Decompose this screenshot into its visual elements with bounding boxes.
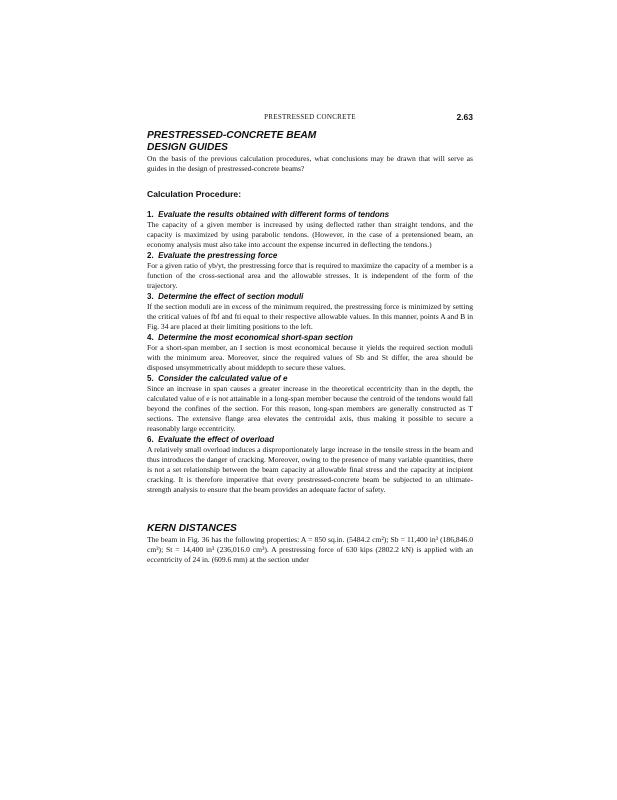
section-title	[147, 130, 473, 154]
step-text: For a short-span member, an I section is most economical because it yields the required section moduli with the minimum area. Moreover, since the required values of Sb and St differ, the area should be disposed unsymmetrically about middepth to secure these values.	[147, 343, 473, 372]
step-title: Determine the effect of section moduli	[158, 292, 304, 301]
step-title: Evaluate the results obtained with different forms of tendons	[158, 210, 390, 219]
step-text: If the section moduli are in excess of the minimum required, the prestressing force is minimized by setting the critical values of fbf and fti equal to their respective allowable values. In this manner, points A and B in Fig. 34 are placed at their limiting positions to the left.	[147, 302, 473, 331]
kern-distances-title: KERN DISTANCES	[147, 523, 237, 534]
step-6	[147, 435, 473, 495]
step-4	[147, 333, 473, 373]
section-title-line1: PRESTRESSED-CONCRETE BEAM	[147, 130, 317, 141]
step-heading	[147, 210, 473, 220]
step-heading	[147, 251, 473, 261]
step-title: Evaluate the prestressing force	[158, 251, 278, 260]
page-number: 2.63	[456, 112, 473, 122]
running-title: PRESTRESSED CONCRETE	[264, 113, 356, 121]
calculation-procedure-label: Calculation Procedure:	[147, 189, 242, 199]
step-list	[147, 210, 473, 495]
step-number: 1.	[147, 210, 154, 219]
step-heading	[147, 435, 473, 445]
running-header	[147, 113, 473, 127]
step-1	[147, 210, 473, 250]
step-number: 2.	[147, 251, 154, 260]
step-text: Since an increase in span causes a greater increase in the theoretical eccentricity than in the depth, the calculated value of e is not attainable in a long-span member because the centroid of the tendons would fall beyond the confines of the section. For this reason, long-span members are generally constructed as T sections. The extensive flange area elevates the centroidal axis, thus making it possible to secure a reasonably large eccentricity.	[147, 384, 473, 433]
step-title: Evaluate the effect of overload	[158, 435, 275, 444]
step-number: 3.	[147, 292, 154, 301]
step-heading	[147, 333, 473, 343]
main-content	[147, 130, 473, 565]
step-title: Determine the most economical short-span section	[158, 333, 353, 342]
step-heading	[147, 292, 473, 302]
intro-paragraph: On the basis of the previous calculation procedures, what conclusions may be drawn that will serve as guides in the design of prestressed-concrete beams?	[147, 154, 473, 173]
section-title-line2: DESIGN GUIDES	[147, 142, 228, 153]
step-heading	[147, 374, 473, 384]
step-title: Consider the calculated value of e	[158, 374, 288, 383]
step-number: 6.	[147, 435, 154, 444]
kern-paragraph: The beam in Fig. 36 has the following properties: A = 850 sq.in. (5484.2 cm²); Sb = 11,400 in³ (186,846.0 cm³); St = 14,400 in³ (236,016.0 cm³). A prestressing force of 630 kips (2802.2 kN) is applied with an eccentricity of 24 in. (609.6 mm) at the section under	[147, 535, 473, 564]
step-text: The capacity of a given member is increased by using deflected rather than straight tendons, and the capacity is maximized by using parabolic tendons. (However, in the case of a pretensioned beam, an economy analysis must also take into account the expense incurred in deflecting the tendons.)	[147, 220, 473, 249]
step-text: A relatively small overload induces a disproportionately large increase in the tensile stress in the beam and thus introduces the danger of cracking. Moreover, owing to the presence of many variable quantities, there is not a set relationship between the beam capacity at allowable final stress and the capacity at incipient cracking. It is therefore imperative that every prestressed-concrete beam be subjected to an ultimate-strength analysis to ensure that the beam provides an adequate factor of safety.	[147, 445, 473, 494]
step-number: 5.	[147, 374, 154, 383]
step-text: For a given ratio of yb/yt, the prestressing force that is required to maximize the capacity of a member is a function of the cross-sectional area and the allowable stresses. It is independent of the form of the trajectory.	[147, 261, 473, 290]
step-2	[147, 251, 473, 291]
step-number: 4.	[147, 333, 154, 342]
step-3	[147, 292, 473, 332]
step-5	[147, 374, 473, 434]
